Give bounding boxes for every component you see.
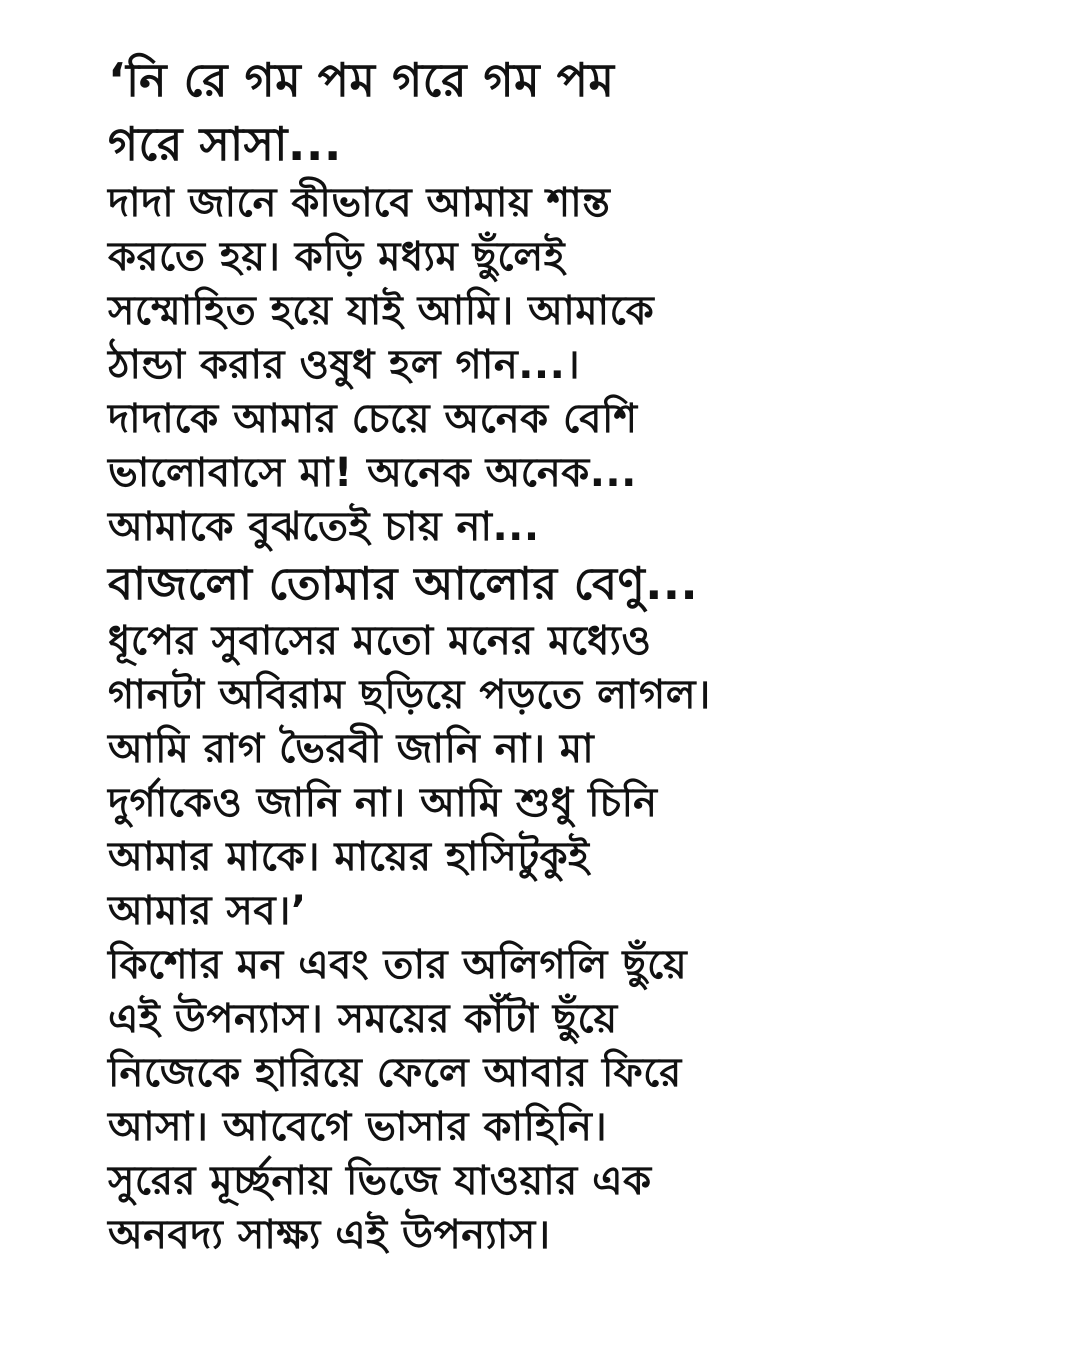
text-line: আসা। আবেগে ভাসার কাহিনি।	[108, 1104, 608, 1150]
text-line: গরে সাসা...	[108, 117, 342, 171]
text-line: গানটা অবিরাম ছড়িয়ে পড়তে লাগল।	[108, 672, 711, 718]
text-line: ঠান্ডা করার ওষুধ হল গান...।	[108, 342, 581, 388]
text-line: ‘নি রে গম পম গরে গম পম	[108, 53, 615, 107]
book-blurb-text	[108, 48, 1008, 1262]
text-line: আমার সব।’	[108, 888, 307, 934]
text-line: ধূপের সুবাসের মতো মনের মধ্যেও	[108, 618, 652, 664]
text-line: দাদা জানে কীভাবে আমায় শান্ত	[108, 180, 611, 226]
text-line: ভালোবাসে মা! অনেক অনেক...	[108, 450, 637, 496]
text-line: নিজেকে হারিয়ে ফেলে আবার ফিরে	[108, 1050, 682, 1096]
text-line: কিশোর মন এবং তার অলিগলি ছুঁয়ে	[108, 942, 688, 988]
text-line: দাদাকে আমার চেয়ে অনেক বেশি	[108, 396, 638, 442]
text-line: করতে হয়। কড়ি মধ্যম ছুঁলেই	[108, 234, 566, 280]
text-line: সম্মোহিত হয়ে যাই আমি। আমাকে	[108, 288, 655, 334]
text-line: অনবদ্য সাক্ষ্য এই উপন্যাস।	[108, 1212, 551, 1258]
text-line: এই উপন্যাস। সময়ের কাঁটা ছুঁয়ে	[108, 996, 618, 1042]
text-line: আমাকে বুঝতেই চায় না...	[108, 504, 540, 550]
song-line: বাজলো তোমার আলোর বেণু...	[108, 557, 699, 610]
text-line: সুরের মূর্চ্ছনায় ভিজে যাওয়ার এক	[108, 1158, 652, 1204]
text-line: আমি রাগ ভৈরবী জানি না। মা	[108, 726, 595, 772]
text-line: দুর্গাকেও জানি না। আমি শুধু চিনি	[108, 780, 658, 826]
text-line: আমার মাকে। মায়ের হাসিটুকুই	[108, 834, 590, 880]
